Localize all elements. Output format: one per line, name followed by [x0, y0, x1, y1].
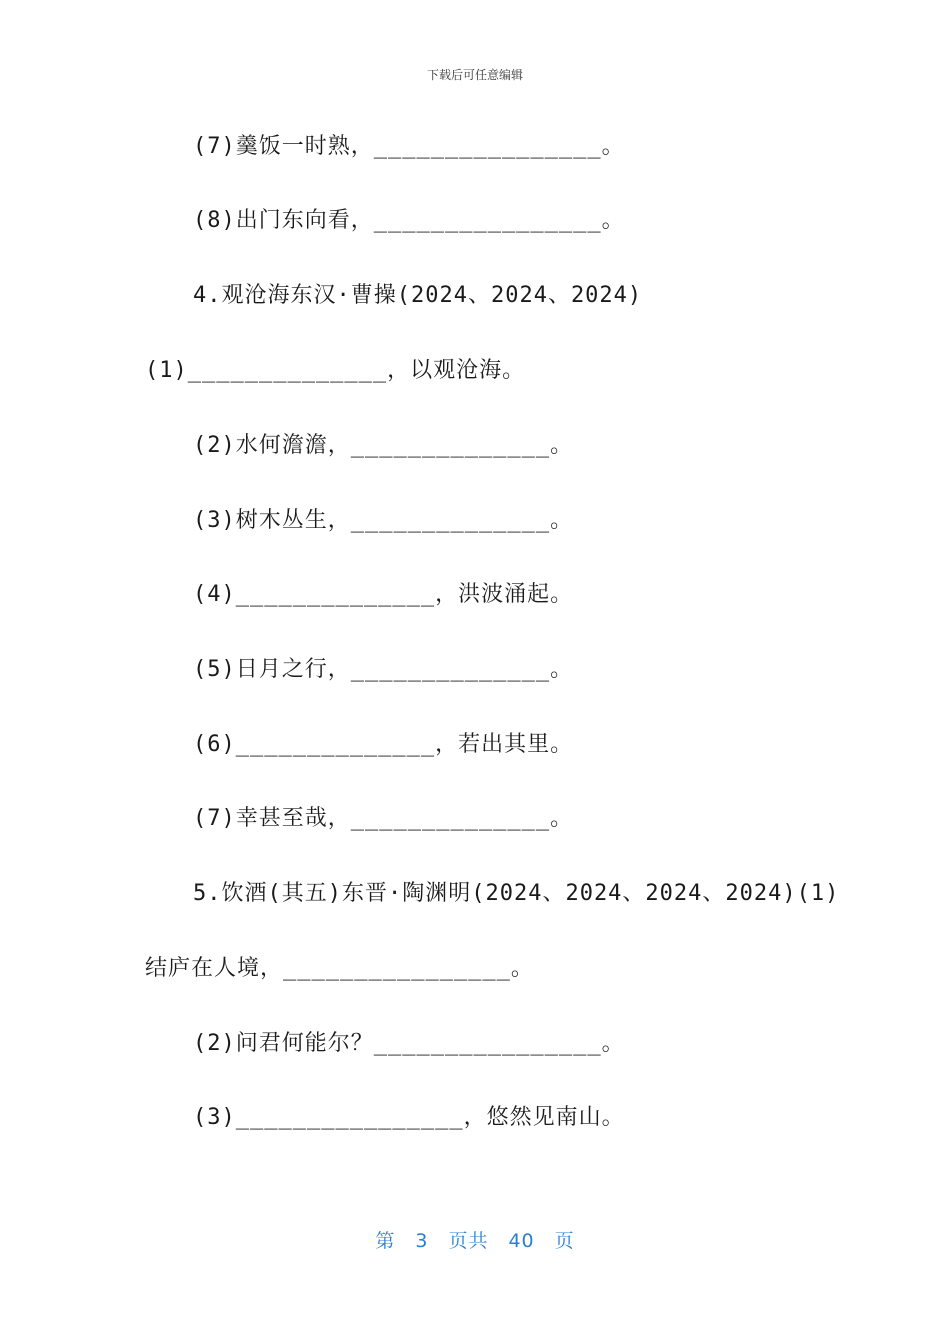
footer-total-pages: 40	[508, 1230, 535, 1252]
page-number-footer	[0, 1226, 950, 1253]
poem-line-7-genfan: (7)羹饭一时熟，________________。	[193, 134, 625, 159]
poem-line-1-jielu: 结庐在人境，________________。	[145, 956, 534, 981]
page-header-note: 下载后可任意编辑	[426, 68, 523, 82]
poem-line-3-nanshan: (3)________________，悠然见南山。	[193, 1105, 625, 1130]
footer-prefix: 第	[375, 1230, 396, 1252]
footer-suffix: 页	[554, 1230, 575, 1252]
poem-line-4-hongbo: (4)______________，洪波涌起。	[193, 582, 574, 607]
poem-line-7-xingshen: (7)幸甚至哉，______________。	[193, 806, 574, 831]
poem-line-8-chumen: (8)出门东向看，________________。	[193, 208, 625, 233]
poem-line-2-wenjun: (2)问君何能尔？________________。	[193, 1031, 625, 1056]
poem-line-1-guan-canghai: (1)______________，以观沧海。	[145, 358, 526, 383]
footer-middle: 页共	[448, 1230, 489, 1252]
section-heading-guan-canghai: 4.观沧海东汉·曹操(2024、2024、2024)	[193, 283, 643, 308]
poem-line-6-ruochu: (6)______________，若出其里。	[193, 732, 574, 757]
poem-line-2-shui-he: (2)水何澹澹，______________。	[193, 433, 574, 458]
section-heading-yinjiu: 5.饮酒(其五)东晋·陶渊明(2024、2024、2024、2024)(1)	[193, 881, 840, 906]
footer-current-page: 3	[415, 1230, 429, 1252]
poem-line-5-riyue: (5)日月之行，______________。	[193, 657, 574, 682]
poem-line-3-shumu: (3)树木丛生，______________。	[193, 508, 574, 533]
